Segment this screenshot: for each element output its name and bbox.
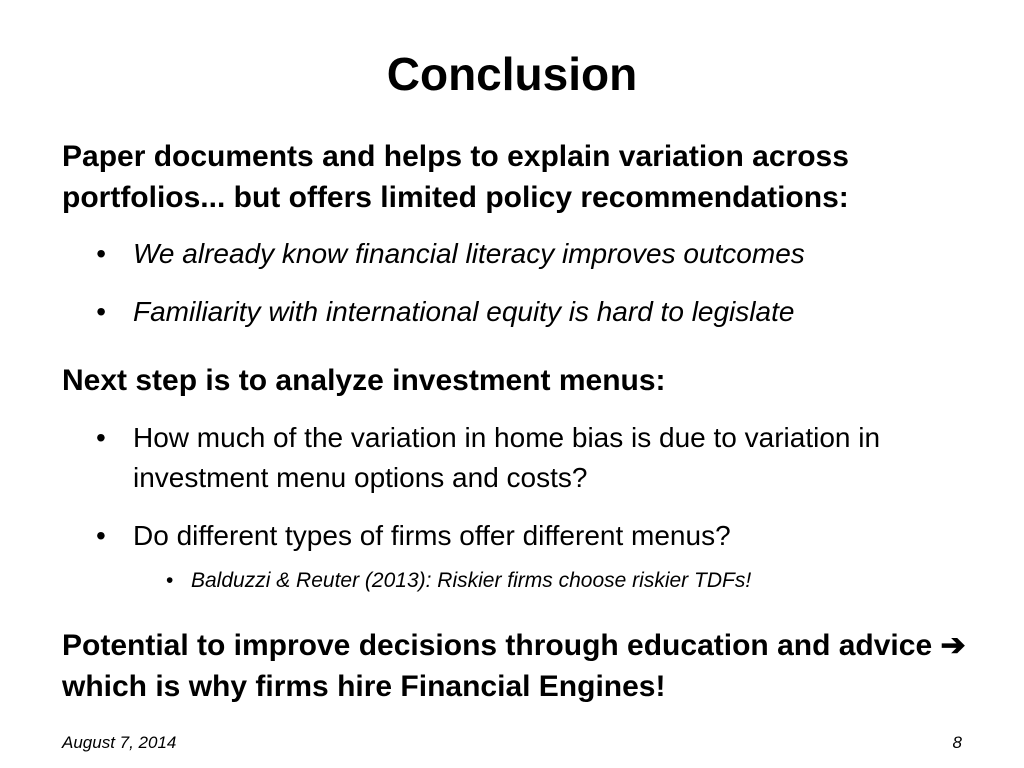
bullet-international-equity xyxy=(96,292,976,332)
bullet-dot: • xyxy=(96,520,106,551)
bullet-text: Do different types of firms offer different menus? xyxy=(133,520,731,551)
bullet-text: Familiarity with international equity is hard to legislate xyxy=(133,296,795,327)
heading-potential-text: Potential to improve decisions through education and advice xyxy=(62,629,941,662)
arrow-right-icon: ➔ xyxy=(940,629,966,662)
slide-title: Conclusion xyxy=(386,48,638,100)
bullet-firm-menus xyxy=(96,516,976,556)
bullet-home-bias xyxy=(96,418,976,498)
subbullet-balduzzi-reuter xyxy=(166,567,966,595)
heading-potential xyxy=(62,625,982,707)
subbullet-text: Balduzzi & Reuter (2013): Riskier firms choose riskier TDFs! xyxy=(191,569,752,592)
footer-date: August 7, 2014 xyxy=(62,733,177,752)
bullet-dot: • xyxy=(96,422,106,453)
heading-potential-text-end: which is why firms hire Financial Engines! xyxy=(62,670,666,703)
bullet-dot: • xyxy=(96,238,106,269)
bullet-text: How much of the variation in home bias is due to variation in investment menu options and costs? xyxy=(133,422,881,493)
bullet-financial-literacy xyxy=(96,234,976,274)
bullet-text: We already know financial literacy improves outcomes xyxy=(133,238,805,269)
heading-paper-summary: Paper documents and helps to explain variation across portfolios... but offers limited policy recommendations: xyxy=(62,140,849,214)
bullet-dot: • xyxy=(96,296,106,327)
page-number: 8 xyxy=(952,733,962,752)
subbullet-dot: • xyxy=(166,569,174,592)
heading-next-step: Next step is to analyze investment menus: xyxy=(62,364,666,397)
